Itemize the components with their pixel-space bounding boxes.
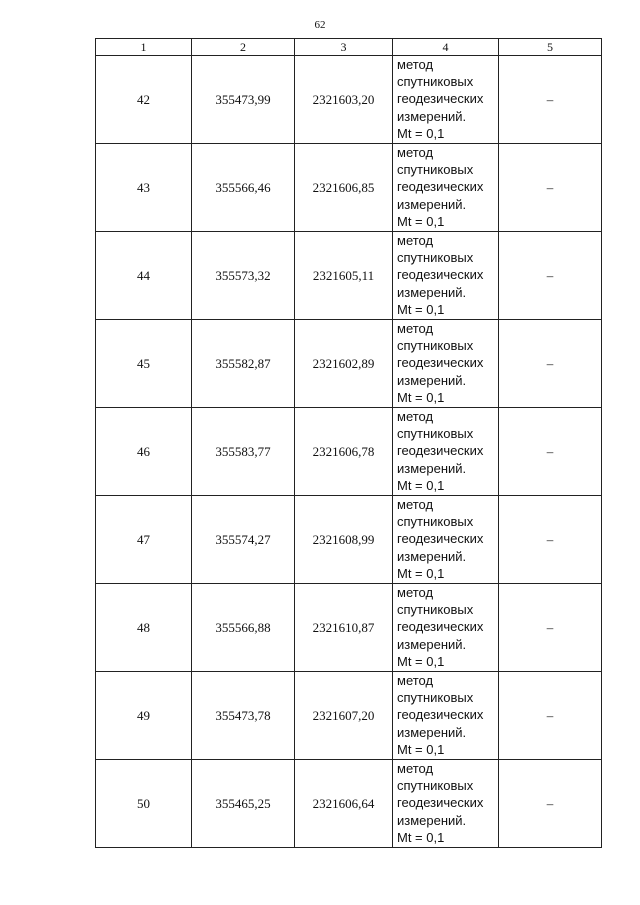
page-number: 62 xyxy=(314,19,326,31)
table-header-row xyxy=(96,39,602,56)
method-line: измерений. xyxy=(397,636,467,652)
point-number-cell: 49 xyxy=(96,672,192,760)
col5-dash-cell: – xyxy=(499,496,602,584)
method-line: метод xyxy=(397,145,434,160)
method-line: геодезических xyxy=(397,443,484,459)
method-cell xyxy=(393,232,499,320)
x-coordinate-cell: 355566,88 xyxy=(192,584,295,672)
x-coordinate-cell: 355583,77 xyxy=(192,408,295,496)
x-coordinate-cell: 355582,87 xyxy=(192,320,295,408)
y-coordinate-cell: 2321605,11 xyxy=(295,232,393,320)
method-line: спутниковых xyxy=(397,250,474,266)
point-number-cell: 47 xyxy=(96,496,192,584)
point-number-cell: 50 xyxy=(96,760,192,848)
method-line: измерений. xyxy=(397,108,467,124)
x-coordinate-cell: 355573,32 xyxy=(192,232,295,320)
y-coordinate-cell: 2321610,87 xyxy=(295,584,393,672)
y-coordinate-cell: 2321606,85 xyxy=(295,144,393,232)
table-row xyxy=(96,144,602,232)
col5-dash-cell: – xyxy=(499,408,602,496)
x-coordinate-cell: 355473,99 xyxy=(192,56,295,144)
method-line: спутниковых xyxy=(397,74,474,90)
method-line: спутниковых xyxy=(397,602,474,618)
table-row xyxy=(96,584,602,672)
method-cell xyxy=(393,672,499,760)
point-number-cell: 46 xyxy=(96,408,192,496)
method-line: геодезических xyxy=(397,267,484,283)
table-body xyxy=(96,56,602,848)
x-coordinate-cell: 355574,27 xyxy=(192,496,295,584)
method-line: геодезических xyxy=(397,619,484,635)
header-col-4: 4 xyxy=(393,39,499,56)
method-line: геодезических xyxy=(397,179,484,195)
method-line: геодезических xyxy=(397,795,484,811)
method-line: спутниковых xyxy=(397,426,474,442)
method-cell xyxy=(393,144,499,232)
method-line: метод xyxy=(397,57,434,72)
col5-dash-cell: – xyxy=(499,760,602,848)
method-line: измерений. xyxy=(397,460,467,476)
y-coordinate-cell: 2321608,99 xyxy=(295,496,393,584)
method-line: метод xyxy=(397,321,434,336)
col5-dash-cell: – xyxy=(499,320,602,408)
table-row xyxy=(96,56,602,144)
point-number-cell: 48 xyxy=(96,584,192,672)
table-row xyxy=(96,672,602,760)
x-coordinate-cell: 355465,25 xyxy=(192,760,295,848)
col5-dash-cell: – xyxy=(499,144,602,232)
method-line: геодезических xyxy=(397,531,484,547)
point-number-cell: 42 xyxy=(96,56,192,144)
method-line: измерений. xyxy=(397,548,467,564)
table-row xyxy=(96,496,602,584)
col5-dash-cell: – xyxy=(499,56,602,144)
method-line: Mt = 0,1 xyxy=(397,565,445,581)
method-line: Mt = 0,1 xyxy=(397,125,445,141)
method-line: Mt = 0,1 xyxy=(397,301,445,317)
table-row xyxy=(96,408,602,496)
method-cell xyxy=(393,584,499,672)
method-line: геодезических xyxy=(397,91,484,107)
method-line: метод xyxy=(397,497,434,512)
x-coordinate-cell: 355566,46 xyxy=(192,144,295,232)
method-line: измерений. xyxy=(397,812,467,828)
method-cell xyxy=(393,408,499,496)
col5-dash-cell: – xyxy=(499,672,602,760)
y-coordinate-cell: 2321603,20 xyxy=(295,56,393,144)
point-number-cell: 45 xyxy=(96,320,192,408)
method-line: Mt = 0,1 xyxy=(397,829,445,845)
method-line: метод xyxy=(397,409,434,424)
method-line: измерений. xyxy=(397,372,467,388)
method-cell xyxy=(393,320,499,408)
col5-dash-cell: – xyxy=(499,232,602,320)
method-line: геодезических xyxy=(397,707,484,723)
method-line: спутниковых xyxy=(397,778,474,794)
coordinates-table xyxy=(95,38,602,848)
method-cell xyxy=(393,56,499,144)
method-line: Mt = 0,1 xyxy=(397,653,445,669)
y-coordinate-cell: 2321602,89 xyxy=(295,320,393,408)
table-row xyxy=(96,320,602,408)
method-line: Mt = 0,1 xyxy=(397,389,445,405)
point-number-cell: 43 xyxy=(96,144,192,232)
method-line: геодезических xyxy=(397,355,484,371)
method-line: измерений. xyxy=(397,196,467,212)
method-line: метод xyxy=(397,761,434,776)
y-coordinate-cell: 2321607,20 xyxy=(295,672,393,760)
method-line: Mt = 0,1 xyxy=(397,741,445,757)
point-number-cell: 44 xyxy=(96,232,192,320)
method-cell xyxy=(393,760,499,848)
x-coordinate-cell: 355473,78 xyxy=(192,672,295,760)
method-line: Mt = 0,1 xyxy=(397,213,445,229)
table-row xyxy=(96,760,602,848)
header-col-5: 5 xyxy=(499,39,602,56)
method-line: спутниковых xyxy=(397,690,474,706)
method-line: метод xyxy=(397,585,434,600)
header-col-1: 1 xyxy=(96,39,192,56)
method-line: Mt = 0,1 xyxy=(397,477,445,493)
method-line: спутниковых xyxy=(397,162,474,178)
method-line: метод xyxy=(397,233,434,248)
method-line: метод xyxy=(397,673,434,688)
y-coordinate-cell: 2321606,64 xyxy=(295,760,393,848)
table-row xyxy=(96,232,602,320)
col5-dash-cell: – xyxy=(499,584,602,672)
header-col-3: 3 xyxy=(295,39,393,56)
method-line: спутниковых xyxy=(397,338,474,354)
y-coordinate-cell: 2321606,78 xyxy=(295,408,393,496)
method-line: измерений. xyxy=(397,284,467,300)
method-line: спутниковых xyxy=(397,514,474,530)
header-col-2: 2 xyxy=(192,39,295,56)
method-cell xyxy=(393,496,499,584)
method-line: измерений. xyxy=(397,724,467,740)
